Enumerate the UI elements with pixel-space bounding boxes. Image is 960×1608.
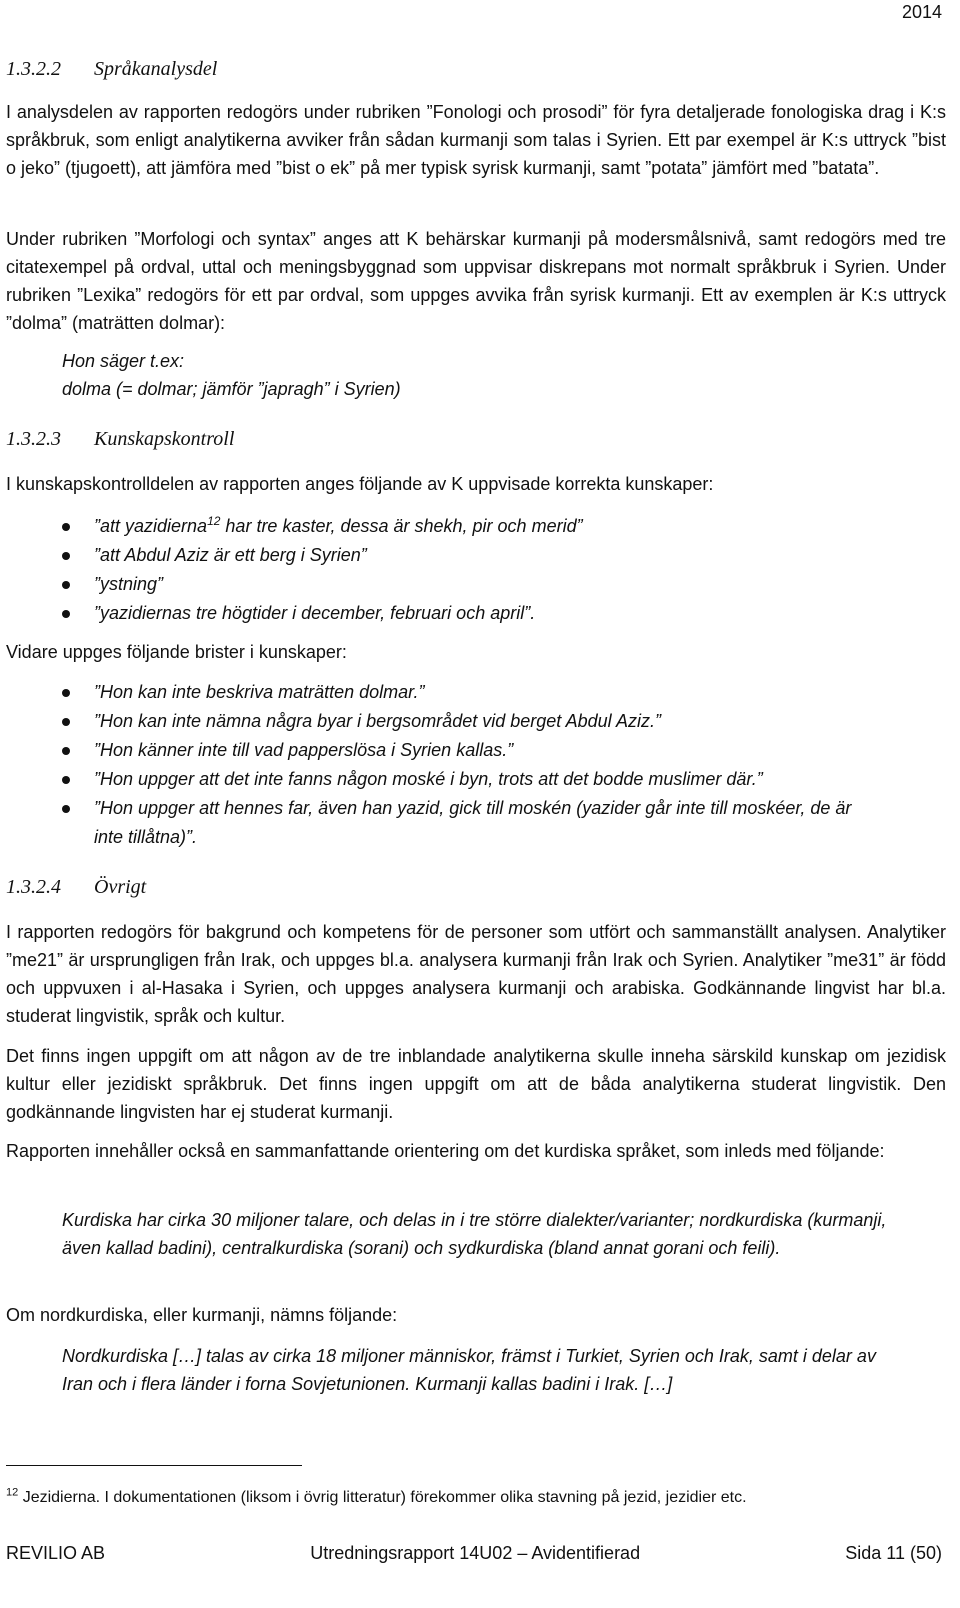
footer-page-number: Sida 11 (50) bbox=[845, 1543, 942, 1563]
paragraph-brister-intro: Vidare uppges följande brister i kunskaper: bbox=[6, 642, 347, 662]
list-item: ”Hon uppger att hennes far, även han yazid, gick till moskén (yazider går inte till moskéer, de är inte tillåtna)”. bbox=[62, 794, 882, 852]
footnote-number: 12 bbox=[6, 1486, 19, 1499]
paragraph-kunskaper-intro: I kunskapskontrolldelen av rapporten anges följande av K uppvisade korrekta kunskaper: bbox=[6, 474, 714, 494]
knowledge-list bbox=[62, 512, 583, 628]
paragraph-morfologi: Under rubriken ”Morfologi och syntax” anges att K behärskar kurmanji på modersmålsnivå, samt redogörs med tre citatexempel på ordval, uttal och meningsbyggnad som uppvisar diskrepans mot normalt språkbruk i Syrien. Under rubriken ”Lexika” redogörs för ett par ordval, som uppges avvika från syrisk kurmanji. Ett av exemplen är K:s uttryck ”dolma” (maträtten dolmar): bbox=[6, 229, 946, 333]
bullet-icon bbox=[62, 805, 70, 813]
bullet-icon bbox=[62, 581, 70, 589]
page-footer bbox=[6, 1539, 942, 1567]
quote-nordkurdiska: Nordkurdiska […] talas av cirka 18 miljoner människor, främst i Turkiet, Syrien och Irak, samt i delar av Iran och i flera länder i forna Sovjetunionen. Kurmanji kallas badini i Irak. […] bbox=[62, 1346, 876, 1394]
footnote-ref: 12 bbox=[207, 514, 221, 528]
quote-dolma-line2: dolma (= dolmar; jämför ”japragh” i Syrien) bbox=[62, 379, 401, 399]
section-number: 1.3.2.2 bbox=[6, 58, 61, 80]
shortcomings-list bbox=[62, 678, 882, 852]
bullet-icon bbox=[62, 689, 70, 697]
section-number: 1.3.2.3 bbox=[6, 428, 61, 450]
list-item: ”ystning” bbox=[62, 570, 583, 599]
header-year: 2014 bbox=[901, 2, 942, 22]
list-item: ”Hon kan inte nämna några byar i bergsområdet vid berget Abdul Aziz.” bbox=[62, 707, 882, 736]
bullet-icon bbox=[62, 776, 70, 784]
paragraph-analytiker: I rapporten redogörs för bakgrund och kompetens för de personer som utfört och sammanställt analysen. Analytiker ”me21” är ursprungligen från Irak, och uppges bl.a. analysera kurmanji från Irak och Syrien. Analytiker ”me31” är född och uppvuxen i al-Hasaka i Syrien, och uppges analysera kurmanji och arabiska. Godkännande lingvist har bl.a. studerat lingvistik, språk och kultur. bbox=[6, 922, 946, 1026]
bullet-icon bbox=[62, 610, 70, 618]
bullet-icon bbox=[62, 747, 70, 755]
list-item: ”Hon kan inte beskriva maträtten dolmar.” bbox=[62, 678, 882, 707]
footnote-text: Jezidierna. I dokumentationen (liksom i övrig litteratur) förekommer olika stavning på jezid, jezidier etc. bbox=[18, 1489, 747, 1506]
bullet-icon bbox=[62, 523, 70, 531]
list-item: ”Hon uppger att det inte fanns någon moské i byn, trots att det bodde muslimer där.” bbox=[62, 765, 882, 794]
footnote bbox=[6, 1487, 747, 1509]
list-item: ”att Abdul Aziz är ett berg i Syrien” bbox=[62, 541, 583, 570]
section-title: Språkanalysdel bbox=[94, 58, 218, 80]
section-heading-ovrigt bbox=[6, 873, 146, 901]
list-item: ”att yazidierna$^{12}$ har tre kaster, dessa är shekh, pir och merid” bbox=[62, 512, 583, 541]
paragraph-nordkurdiska-intro: Om nordkurdiska, eller kurmanji, nämns följande: bbox=[6, 1305, 398, 1325]
footer-company: REVILIO AB bbox=[6, 1543, 106, 1563]
paragraph-kunskap-analytiker: Det finns ingen uppgift om att någon av de tre inblandade analytikerna skulle inneha särskild kunskap om jezidisk kultur eller jezidiskt språkbruk. Det finns ingen uppgift om att de båda analytikerna studerat lingvistik. Den godkännande lingvisten har ej studerat kurmanji. bbox=[6, 1046, 946, 1122]
section-heading-kunskapskontroll bbox=[6, 425, 234, 453]
section-heading-sprakanalysdel bbox=[6, 55, 217, 83]
paragraph-fonologi: I analysdelen av rapporten redogörs under rubriken ”Fonologi och prosodi” för fyra detaljerade fonologiska drag i K:s språkbruk, som enligt analytikerna avviker från sådan kurmanji som talas i Syrien. Ett par exempel är K:s uttryck ”bist o jeko” (tjugoett), att jämföra med ”bist o ek” på mer typisk syrisk kurmanji, samt ”potata” jämfört med ”batata”. bbox=[6, 102, 946, 178]
list-item: ”Hon känner inte till vad papperslösa i Syrien kallas.” bbox=[62, 736, 882, 765]
section-number: 1.3.2.4 bbox=[6, 876, 61, 898]
quote-kurdiska: Kurdiska har cirka 30 miljoner talare, och delas in i tre större dialekter/varianter; nordkurdiska (kurmanji, även kallad badini), centralkurdiska (sorani) och sydkurdiska (bland annat gorani och feili). bbox=[62, 1210, 887, 1258]
paragraph-orientering: Rapporten innehåller också en sammanfattande orientering om det kurdiska språket, som inleds med följande: bbox=[6, 1141, 885, 1161]
footer-report: Utredningsrapport 14U02 – Avidentifierad bbox=[310, 1543, 641, 1563]
list-item: ”yazidiernas tre högtider i december, februari och april”. bbox=[62, 599, 583, 628]
section-title: Kunskapskontroll bbox=[94, 428, 235, 450]
section-title: Övrigt bbox=[94, 876, 147, 898]
bullet-icon bbox=[62, 718, 70, 726]
quote-dolma-line1: Hon säger t.ex: bbox=[62, 351, 185, 371]
bullet-icon bbox=[62, 552, 70, 560]
footnote-divider bbox=[6, 1465, 302, 1466]
